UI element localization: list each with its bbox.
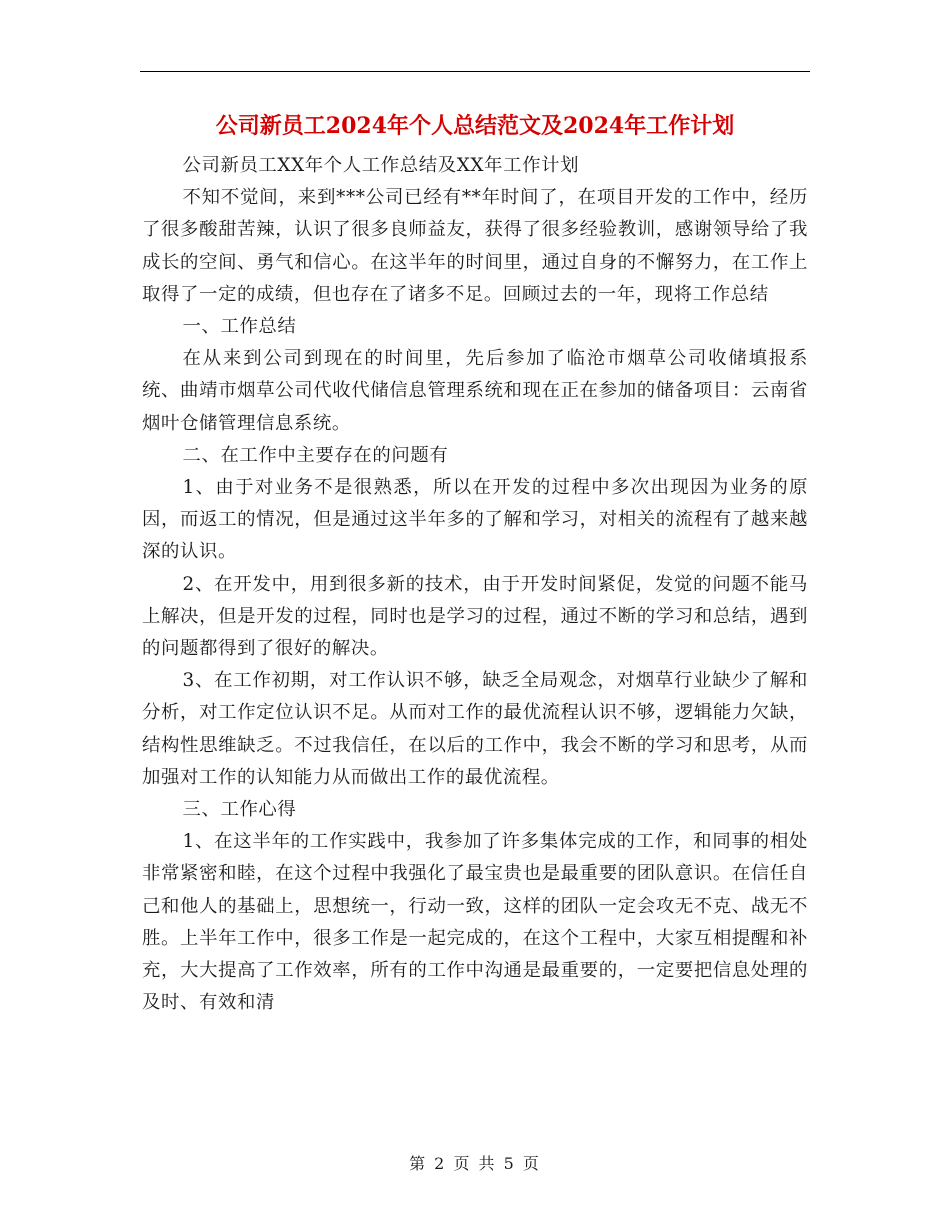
paragraph-problem-3: 3、在工作初期，对工作认识不够，缺乏全局观念，对烟草行业缺少了解和分析，对工作定位认识不足。从而对工作的最优流程认识不够，逻辑能力欠缺，结构性思维缺乏。不过我信任，在以后的工作中，我会不断的学习和思考，从而加强对工作的认知能力从而做出工作的最优流程。 [142,670,808,788]
paragraph-problem-2: 2、在开发中，用到很多新的技术，由于开发时间紧促，发觉的问题不能马上解决，但是开发的过程，同时也是学习的过程，通过不断的学习和总结，遇到的问题都得到了很好的解决。 [142,573,808,660]
paragraph-insight-1: 1、在这半年的工作实践中，我参加了许多集体完成的工作，和同事的相处非常紧密和睦，在这个过程中我强化了最宝贵也是最重要的团队意识。在信任自己和他人的基础上，思想统一，行动一致，这样的团队一定会攻无不克、战无不胜。上半年工作中，很多工作是一起完成的，在这个工程中，大家互相提醒和补充，大大提高了工作效率，所有的工作中沟通是最重要的，一定要把信息处理的及时、有效和清 [142,831,808,1014]
paragraph-subtitle: 公司新员工XX年个人工作总结及XX年工作计划 [182,155,580,176]
paragraph-problem-1: 1、由于对业务不是很熟悉，所以在开发的过程中多次出现因为业务的原因，而返工的情况，但是通过这半年多的了解和学习，对相关的流程有了越来越深的认识。 [142,477,808,563]
document-body [142,150,808,1019]
section-heading-work-summary: 一、工作总结 [182,316,297,338]
page-number-footer [0,1152,950,1176]
paragraph-intro: 不知不觉间，来到***公司已经有**年时间了，在项目开发的工作中，经历了很多酸甜苦辣，认识了很多良师益友，获得了很多经验教训，感谢领导给了我成长的空间、勇气和信心。在这半年的时间里，通过自身的不懈努力，在工作上取得了一定的成绩，但也存在了诸多不足。回顾过去的一年，现将工作总结 [142,187,808,305]
header-rule [140,71,810,72]
paragraph-work-summary: 在从来到公司到现在的时间里，先后参加了临沧市烟草公司收储填报系统、曲靖市烟草公司代收代储信息管理系统和现在正在参加的储备项目：云南省烟叶仓储管理信息系统。 [142,348,808,434]
section-heading-insights: 三、工作心得 [182,799,297,821]
section-heading-problems: 二、在工作中主要存在的问题有 [182,444,449,466]
page-number-label: 第 2 页 共 5 页 [409,1154,541,1173]
document-title: 公司新员工2024年个人总结范文及2024年工作计划 [215,113,735,139]
